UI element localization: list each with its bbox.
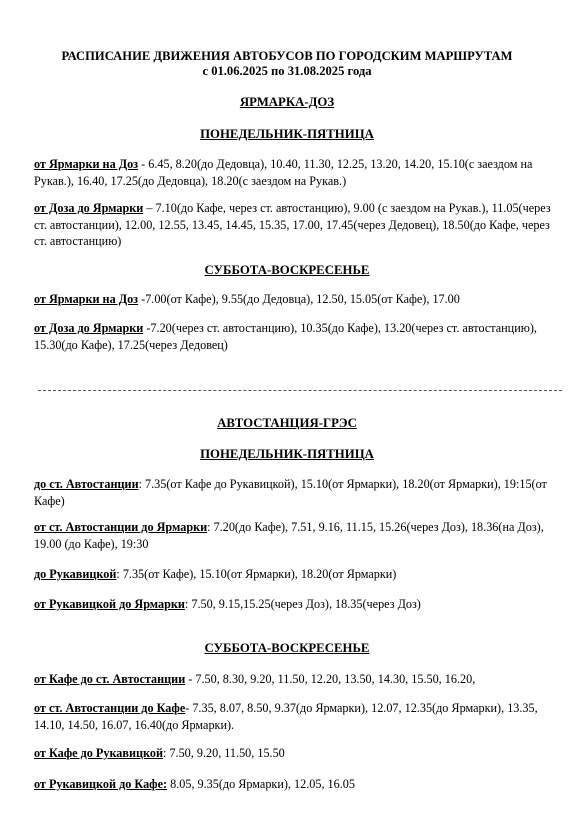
route1-weekdays-heading: ПОНЕДЕЛЬНИК-ПЯТНИЦА — [200, 127, 374, 141]
route2-weekend-times-1: - 7.50, 8.30, 9.20, 11.50, 12.20, 13.50, 14.30, 15.50, 16.20, — [185, 672, 476, 686]
route1-weekend-para-1 — [34, 291, 554, 308]
route2-weekend-para-1 — [34, 671, 554, 688]
route1-weekend-times-1: -7.00(от Кафе), 9.55(до Дедовца), 12.50, 15.05(от Кафе), 17.00 — [138, 292, 460, 306]
route1-weekdays-times-2: – 7.10(до Кафе, через ст. автостанцию), 9.00 (с заездом на Рукав.), 11.05(через ст. автостанции), 12.00, 12.55, 13.45, 14.45, 15.35, 17.00, 17.45(через Дедовец), 18.50(до Кафе, через ст. автостанцию) — [34, 201, 551, 248]
route2-weekdays-times-1: : 7.35(от Кафе до Рукавицкой), 15.10(от Ярмарки), 18.20(от Ярмарки), 19:15(от Кафе) — [34, 477, 547, 508]
route2-weekdays-label-2: от ст. Автостанции до Ярмарки — [34, 520, 208, 534]
route2-weekend-label-4: от Рукавицкой до Кафе: — [34, 777, 168, 791]
route1-weekend-heading: СУББОТА-ВОСКРЕСЕНЬЕ — [204, 263, 370, 277]
route2-weekend-times-2: - 7.35, 8.07, 8.50, 9.37(до Ярмарки), 12.07, 12.35(до Ярмарки), 13.35, 14.10, 14.50, 16.07, 16.40(до Ярмарки). — [34, 701, 538, 732]
route2-weekend-heading: СУББОТА-ВОСКРЕСЕНЬЕ — [204, 641, 370, 655]
route2-weekdays-heading: ПОНЕДЕЛЬНИК-ПЯТНИЦА — [200, 447, 374, 461]
route2-weekend-label-1: от Кафе до ст. Автостанции — [34, 672, 186, 686]
route2-weekend-times-4: 8.05, 9.35(до Ярмарки), 12.05, 16.05 — [167, 777, 355, 791]
route1-weekend-label-1: от Ярмарки на Доз — [34, 292, 139, 306]
route1-weekdays-times-1: - 6.45, 8.20(до Дедовца), 10.40, 11.30, 12.25, 13.20, 14.20, 15.10(с заездом на Рукав.), 16.40, 17.25(до Дедовца), 18.20(с заездом на Рукав.) — [34, 157, 533, 188]
route1-weekend-label-2: от Доза до Ярмарки — [34, 321, 144, 335]
route2-weekend-times-3: : 7.50, 9.20, 11.50, 15.50 — [163, 746, 285, 760]
route2-weekdays-para-2 — [34, 519, 554, 552]
document-title: РАСПИСАНИЕ ДВИЖЕНИЯ АВТОБУСОВ ПО ГОРОДСКИМ МАРШРУТАМ — [61, 49, 513, 63]
route2-weekdays-label-3: до Рукавицкой — [34, 567, 117, 581]
route2-weekend-label-2: от ст. Автостанции до Кафе — [34, 701, 186, 715]
route2-weekdays-label-1: до ст. Автостанции — [34, 477, 139, 491]
route1-weekdays-para-2 — [34, 200, 554, 250]
route2-weekend-para-3 — [34, 745, 554, 762]
route1-weekend-times-2: -7.20(через ст. автостанцию), 10.35(до Кафе), 13.20(через ст. автостанцию), 15.30(до Кафе), 17.25(через Дедовец) — [34, 321, 537, 352]
route2-weekdays-times-3: : 7.35(от Кафе), 15.10(от Ярмарки), 18.20(от Ярмарки) — [116, 567, 397, 581]
route2-weekdays-times-4: : 7.50, 9.15,15.25(через Доз), 18.35(через Доз) — [184, 597, 421, 611]
route1-title: ЯРМАРКА-ДОЗ — [239, 95, 335, 109]
route1-weekdays-label-1: от Ярмарки на Доз — [34, 157, 139, 171]
route2-weekdays-para-3 — [34, 566, 554, 583]
route2-weekdays-times-2: : 7.20(до Кафе), 7.51, 9.16, 11.15, 15.26(через Доз), 18.36(на Доз), 19.00 (до Кафе), 19:30 — [34, 520, 544, 551]
route2-weekend-para-2 — [34, 700, 554, 733]
route1-weekdays-label-2: от Доза до Ярмарки — [34, 201, 144, 215]
route2-weekdays-para-1 — [34, 476, 554, 509]
route2-weekend-para-4 — [34, 776, 554, 793]
route2-weekend-label-3: от Кафе до Рукавицкой — [34, 746, 164, 760]
section-separator — [38, 390, 562, 391]
route2-weekdays-para-4 — [34, 596, 554, 613]
route2-title: АВТОСТАНЦИЯ-ГРЭС — [217, 416, 357, 430]
document-date-range: с 01.06.2025 по 31.08.2025 года — [202, 64, 372, 78]
route1-weekend-para-2 — [34, 320, 554, 353]
route2-weekdays-label-4: от Рукавицкой до Ярмарки — [34, 597, 185, 611]
route1-weekdays-para-1 — [34, 156, 554, 189]
